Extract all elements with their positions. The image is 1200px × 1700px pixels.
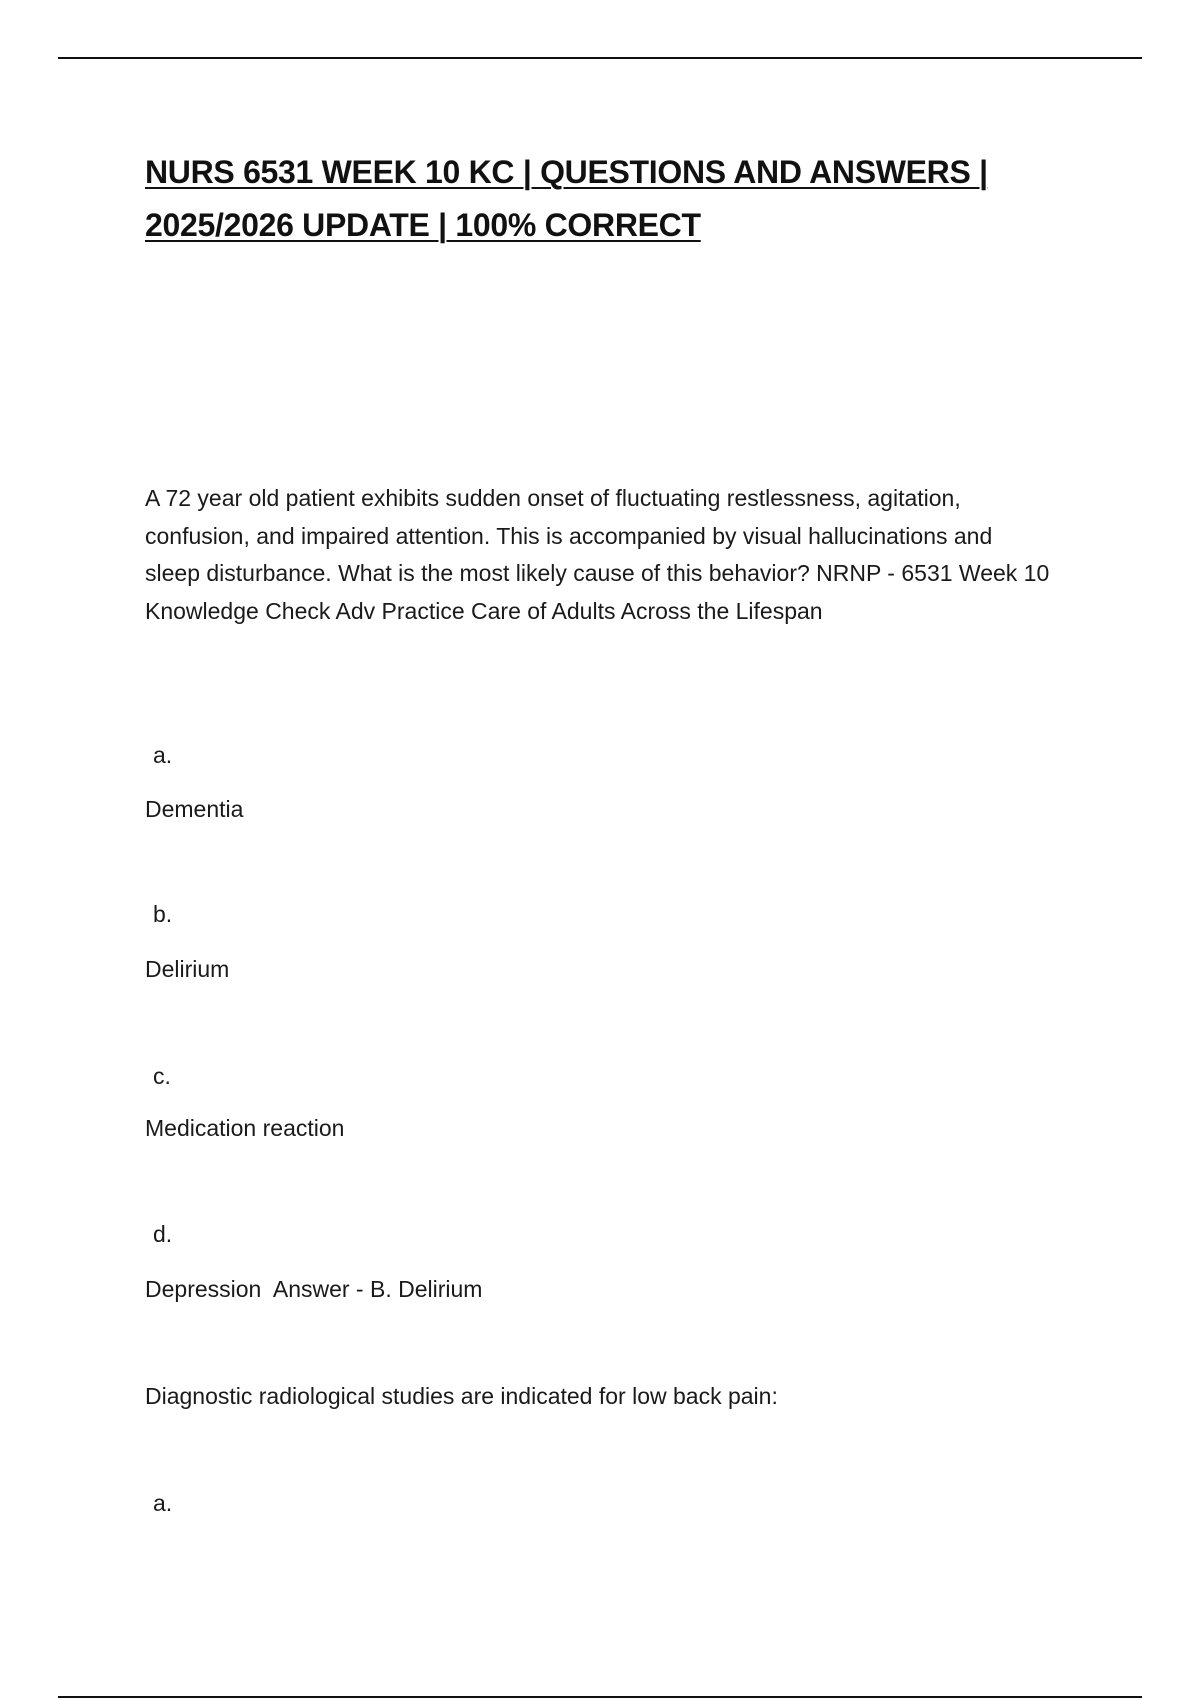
footer-rule — [58, 1696, 1142, 1698]
question-1-text: A 72 year old patient exhibits sudden onset of fluctuating restlessness, agitation, confusion, and impaired attention. This is accompanied by visual hallucinations and sleep disturbance. What is the most likely cause of this behavior? NRNP - 6531 Week 10 Knowledge Check Adv Practice Care of Adults Across the Lifespan — [145, 485, 1050, 624]
question-1-option-d-letter: d. — [153, 1221, 173, 1247]
question-1-option-a-letter: a. — [153, 742, 173, 768]
question-1-option-b-text: Delirium — [145, 956, 230, 982]
question-1-option-c-text: Medication reaction — [145, 1115, 345, 1141]
question-1-option-c-letter: c. — [153, 1063, 171, 1089]
document-title: NURS 6531 WEEK 10 KC | QUESTIONS AND ANSWERS | 2025/2026 UPDATE | 100% CORRECT — [145, 154, 988, 243]
question-2-text: Diagnostic radiological studies are indicated for low back pain: — [145, 1383, 778, 1409]
header-rule — [58, 57, 1142, 59]
question-1-option-d-text: Depression Answer - B. Delirium — [145, 1276, 483, 1302]
question-2-option-a-letter: a. — [153, 1490, 173, 1516]
question-1-option-a-text: Dementia — [145, 796, 244, 822]
question-1-option-b-letter: b. — [153, 901, 173, 927]
